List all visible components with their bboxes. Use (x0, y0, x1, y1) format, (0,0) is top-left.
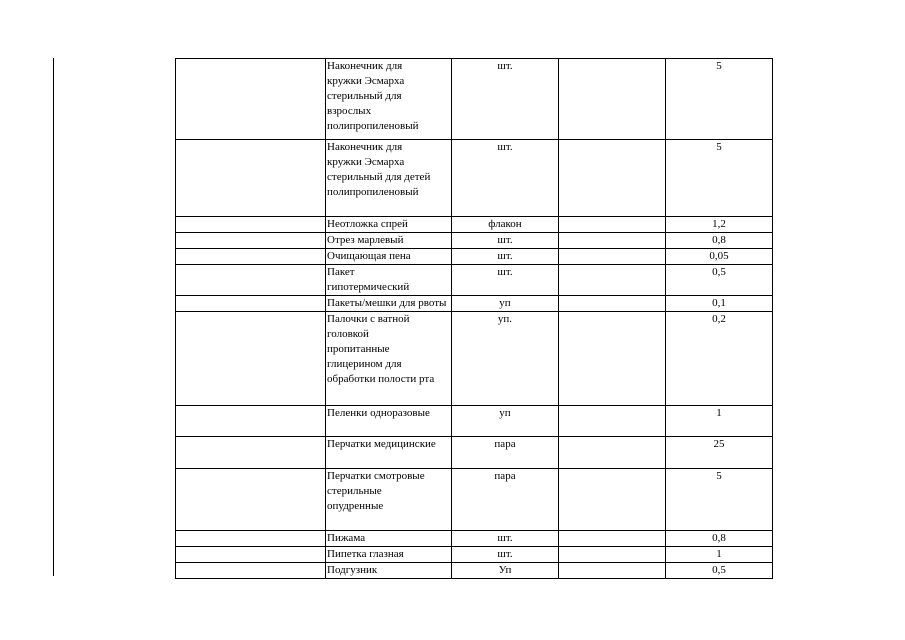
empty-cell (559, 437, 666, 469)
empty-cell (176, 233, 326, 249)
quantity-value: 0,2 (712, 313, 726, 325)
quantity-value: 5 (716, 60, 722, 72)
empty-cell (176, 296, 326, 312)
unit-cell: шт. (452, 59, 559, 140)
quantity-cell (666, 233, 773, 249)
item-name-cell: Пижама (326, 531, 452, 547)
unit-cell: шт. (452, 140, 559, 217)
table-row (176, 406, 773, 437)
empty-cell (176, 406, 326, 437)
quantity-cell (666, 312, 773, 406)
empty-cell (176, 265, 326, 296)
item-name-cell: Пипетка глазная (326, 547, 452, 563)
empty-cell (559, 531, 666, 547)
empty-cell (176, 140, 326, 217)
empty-cell (176, 249, 326, 265)
unit-cell: шт. (452, 265, 559, 296)
quantity-value: 5 (716, 470, 722, 482)
table-row (176, 547, 773, 563)
empty-cell (176, 469, 326, 531)
unit-cell: пара (452, 469, 559, 531)
item-name-cell: Очищающая пена (326, 249, 452, 265)
empty-cell (176, 547, 326, 563)
quantity-cell (666, 437, 773, 469)
quantity-value: 0,1 (712, 297, 726, 309)
quantity-cell (666, 406, 773, 437)
quantity-value: 0,8 (712, 234, 726, 246)
quantity-value: 25 (713, 438, 725, 450)
empty-cell (176, 437, 326, 469)
unit-cell: уп (452, 406, 559, 437)
page-margin-line (53, 58, 54, 576)
quantity-value: 1 (716, 548, 722, 560)
quantity-cell (666, 140, 773, 217)
table-row (176, 265, 773, 296)
empty-cell (176, 531, 326, 547)
unit-cell: шт. (452, 233, 559, 249)
quantity-cell (666, 531, 773, 547)
table-row (176, 296, 773, 312)
table-row (176, 249, 773, 265)
table-row (176, 59, 773, 140)
unit-cell: шт. (452, 547, 559, 563)
empty-cell (559, 59, 666, 140)
empty-cell (559, 249, 666, 265)
empty-cell (559, 469, 666, 531)
empty-cell (559, 296, 666, 312)
quantity-cell (666, 217, 773, 233)
quantity-cell (666, 59, 773, 140)
table-row (176, 531, 773, 547)
empty-cell (559, 406, 666, 437)
item-name-cell: Пакет гипотермический (326, 265, 452, 296)
quantity-value: 0,8 (712, 532, 726, 544)
item-name-cell: Отрез марлевый (326, 233, 452, 249)
unit-cell: уп (452, 296, 559, 312)
item-name-cell: Подгузник (326, 563, 452, 579)
table-row (176, 140, 773, 217)
table-row (176, 233, 773, 249)
quantity-value: 1,2 (712, 218, 726, 230)
unit-cell: шт. (452, 531, 559, 547)
quantity-cell (666, 563, 773, 579)
unit-cell: шт. (452, 249, 559, 265)
item-name-cell: Пакеты/мешки для рвоты (326, 296, 452, 312)
empty-cell (176, 59, 326, 140)
quantity-cell (666, 296, 773, 312)
empty-cell (559, 217, 666, 233)
unit-cell: уп. (452, 312, 559, 406)
table-row (176, 217, 773, 233)
table-row (176, 563, 773, 579)
empty-cell (559, 312, 666, 406)
quantity-value: 0,5 (712, 564, 726, 576)
unit-cell: Уп (452, 563, 559, 579)
table-row (176, 469, 773, 531)
quantity-cell (666, 265, 773, 296)
empty-cell (559, 233, 666, 249)
supply-table (175, 58, 773, 579)
item-name-cell: Перчатки медицинские (326, 437, 452, 469)
quantity-cell (666, 249, 773, 265)
quantity-value: 0,5 (712, 266, 726, 278)
empty-cell (559, 140, 666, 217)
item-name-cell: Наконечник для кружки Эсмарха стерильный для детей полипропиленовый (326, 140, 452, 217)
quantity-value: 5 (716, 141, 722, 153)
unit-cell: пара (452, 437, 559, 469)
unit-cell: флакон (452, 217, 559, 233)
empty-cell (176, 217, 326, 233)
table-row (176, 437, 773, 469)
table-row (176, 312, 773, 406)
item-name-cell: Неотложка спрей (326, 217, 452, 233)
empty-cell (176, 563, 326, 579)
empty-cell (559, 563, 666, 579)
empty-cell (559, 265, 666, 296)
quantity-value: 0,05 (709, 250, 729, 262)
quantity-value: 1 (716, 407, 722, 419)
item-name-cell: Пеленки одноразовые (326, 406, 452, 437)
quantity-cell (666, 469, 773, 531)
item-name-cell: Наконечник для кружки Эсмарха стерильный для взрослых полипропиленовый (326, 59, 452, 140)
quantity-cell (666, 547, 773, 563)
empty-cell (176, 312, 326, 406)
item-name-cell: Перчатки смотровые стерильные опудренные (326, 469, 452, 531)
item-name-cell: Палочки с ватной головкой пропитанные глицерином для обработки полости рта (326, 312, 452, 406)
empty-cell (559, 547, 666, 563)
